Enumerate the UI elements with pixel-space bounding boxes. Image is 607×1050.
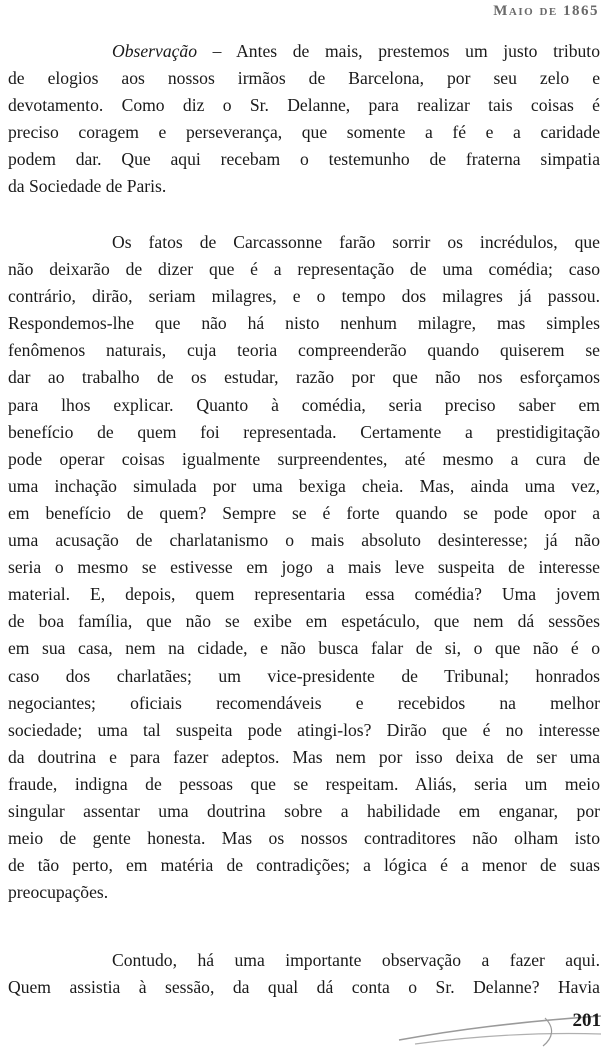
- paragraph-line: de elogios aos nossos irmãos de Barcelona, por seu zelo e: [8, 68, 600, 89]
- paragraph-line: caso dos charlatães; um vice-presidente de Tribunal; honrados: [8, 665, 600, 686]
- paragraph-line: Quem assistia à sessão, da qual dá conta o Sr. Delanne? Havia: [8, 977, 600, 998]
- paragraph-line: fenômenos naturais, cuja teoria compreenderão quando quiserem se: [8, 340, 600, 361]
- paragraph-line: da Sociedade de Paris.: [8, 176, 167, 197]
- paragraph-line: Contudo, há uma importante observação a fazer aqui.: [112, 950, 600, 970]
- paragraph-line: pode operar coisas igualmente surpreendentes, até mesmo a cura de: [8, 448, 600, 469]
- paragraph-line: negociantes; oficiais recomendáveis e recebidos na melhor: [8, 692, 600, 713]
- paragraph-line: Respondemos-lhe que não há nisto nenhum milagre, mas simples: [8, 313, 600, 334]
- paragraph-line: podem dar. Que aqui recebam o testemunho de fraterna simpatia: [8, 149, 600, 170]
- paragraph-observacao: [8, 38, 600, 201]
- paragraph-line: preciso coragem e perseverança, que somente a fé e a caridade: [8, 122, 600, 143]
- paragraph-line: material. E, depois, quem representaria essa comédia? Uma jovem: [8, 584, 600, 605]
- running-header: Maio de 1865: [493, 3, 599, 19]
- paragraph-line: sociedade; uma tal suspeita pode atingi-los? Dirão que é no interesse: [8, 719, 600, 740]
- paragraph-line: de tão perto, em matéria de contradições; a lógica é a menor de suas: [8, 855, 600, 876]
- paragraph-line: fraude, indigna de pessoas que se respeitam. Aliás, seria um meio: [8, 773, 600, 794]
- paragraph-line: em sua casa, nem na cidade, e não busca falar de si, o que não é o: [8, 638, 600, 659]
- paragraph-line: em benefício de quem? Sempre se é forte quando se pode opor a: [8, 502, 600, 523]
- italic-lead-word: Observação: [112, 41, 198, 61]
- paragraph-line: de boa família, que não se exibe em espetáculo, que nem dá sessões: [8, 611, 600, 632]
- paragraph-line: [8, 38, 600, 65]
- paragraph-contudo: [8, 947, 600, 1001]
- paragraph-carcassonne: [8, 229, 600, 906]
- paragraph-line: para lhos explicar. Quanto à comédia, seria preciso saber em: [8, 394, 600, 415]
- page-number: 201: [572, 1010, 601, 1031]
- line-text: – Antes de mais, prestemos um justo tributo: [197, 41, 600, 61]
- paragraph-line: da doutrina e para fazer adeptos. Mas nem por isso deixa de ser uma: [8, 746, 600, 767]
- paragraph-line: dar ao trabalho de os estudar, razão por que não nos esforçamos: [8, 367, 600, 388]
- paragraph-line: seria o mesmo se estivesse em jogo a mais leve suspeita de interesse: [8, 557, 600, 578]
- paragraph-line: uma inchação simulada por uma bexiga cheia. Mas, ainda uma vez,: [8, 475, 600, 496]
- paragraph-line: Os fatos de Carcassonne farão sorrir os incrédulos, que: [112, 232, 600, 252]
- paragraph-line: não deixarão de dizer que é a representação de uma comédia; caso: [8, 259, 600, 280]
- paragraph-line: contrário, dirão, seriam milagres, e o tempo dos milagres já passou.: [8, 286, 600, 307]
- paragraph-line: preocupações.: [8, 882, 109, 903]
- paragraph-line: meio de gente honesta. Mas os nossos contraditores não olham isto: [8, 828, 600, 849]
- paragraph-line: singular assentar uma doutrina sobre a habilidade em enganar, por: [8, 800, 600, 821]
- paragraph-line: devotamento. Como diz o Sr. Delanne, para realizar tais coisas é: [8, 95, 600, 116]
- paragraph-line: uma acusação de charlatanismo o mais absoluto desinteresse; já não: [8, 530, 600, 551]
- paragraph-line: benefício de quem foi representada. Certamente a prestidigitação: [8, 421, 600, 442]
